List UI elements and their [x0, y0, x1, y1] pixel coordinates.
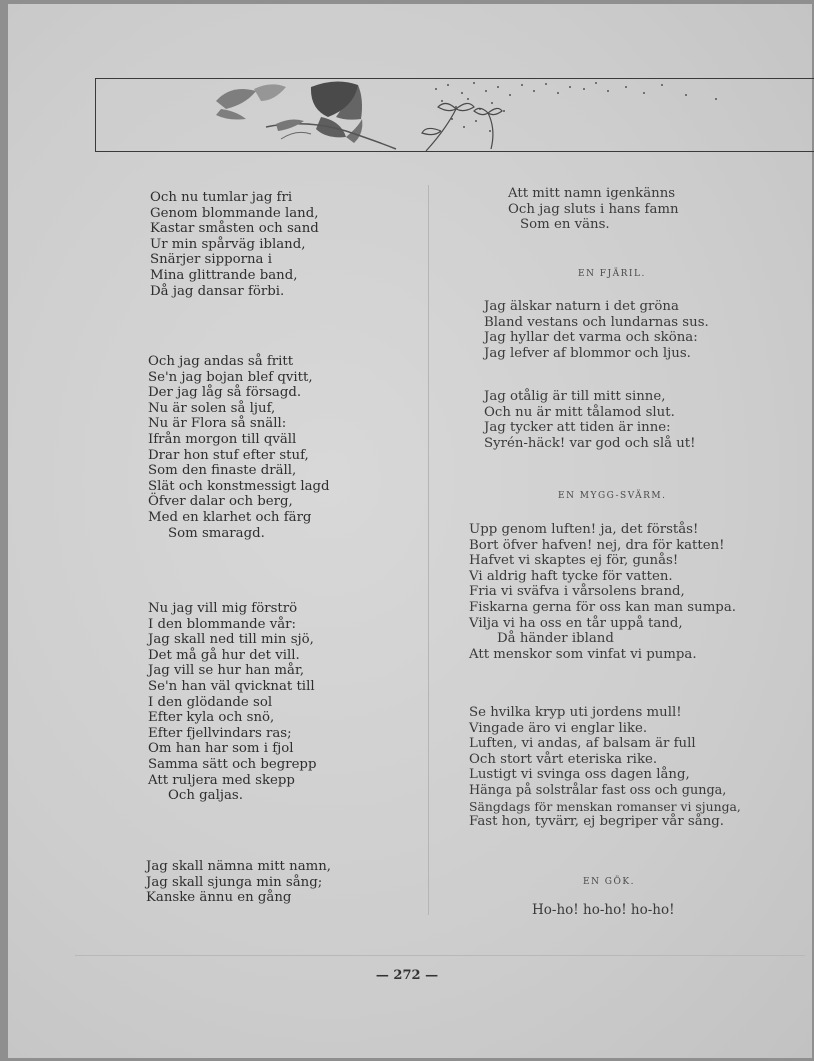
verse-line: Sängdags för menskan romanser vi sjunga,: [469, 798, 741, 814]
verse-line: Syrén-häck! var god och slå ut!: [484, 435, 696, 451]
verse-line: Jag lefver af blommor och ljus.: [484, 345, 691, 361]
fjaril-stanza-1: [484, 299, 709, 361]
verse-line: Mina glittrande band,: [150, 267, 298, 283]
column-divider: [428, 185, 429, 915]
verse-line: Upp genom luften! ja, det förstås!: [469, 522, 699, 537]
verse-line: Lustigt vi svinga oss dagen lång,: [469, 767, 690, 783]
page-number: — 272 —: [375, 968, 439, 983]
verse-line: Fast hon, tyvärr, ej begriper vår sång.: [469, 814, 724, 830]
verse-line: Nu jag vill mig förströ: [148, 601, 298, 616]
verse-line: Som en väns.: [520, 217, 610, 233]
verse-line: Som smaragd.: [168, 525, 265, 541]
right-stanza-1: [508, 186, 679, 233]
verse-line: Efter fjellvindars ras;: [148, 725, 292, 741]
verse-line: Fria vi sväfva i vårsolens brand,: [469, 584, 685, 600]
verse-line: Nu är solen så ljuf,: [148, 400, 276, 416]
page-divider: [75, 955, 805, 956]
decorative-banner: [95, 78, 814, 152]
fjaril-stanza-2: [484, 389, 695, 451]
verse-line: Och jag andas så fritt: [148, 354, 294, 369]
verse-line: Efter kyla och snö,: [148, 710, 275, 726]
verse-line: Och jag sluts i hans famn: [508, 201, 679, 217]
left-stanza-2: [148, 354, 330, 541]
verse-line: Drar hon stuf efter stuf,: [148, 447, 309, 463]
verse-line: Då jag dansar förbi.: [150, 283, 285, 299]
verse-line: Se hvilka kryp uti jordens mull!: [469, 705, 682, 720]
heading-en-mygg-svarm: EN MYGG-SVÄRM.: [558, 491, 667, 501]
verse-line: Ifrån morgon till qväll: [148, 431, 297, 447]
mygg-stanza-1: [469, 522, 736, 662]
verse-line: Se'n jag bojan blef qvitt,: [148, 369, 313, 385]
verse-line: Jag skall sjunga min sång;: [146, 874, 323, 890]
verse-line: Snärjer sipporna i: [150, 252, 272, 268]
verse-line: Jag hyllar det varma och sköna:: [484, 330, 698, 346]
verse-line: Det må gå hur det vill.: [148, 647, 300, 663]
verse-line: Med en klarhet och färg: [148, 509, 312, 525]
verse-line: Slät och konstmessigt lagd: [148, 478, 330, 494]
verse-line: Jag skall nämna mitt namn,: [146, 859, 332, 874]
mygg-stanza-2: [469, 705, 741, 830]
verse-line: Och nu är mitt tålamod slut.: [484, 404, 675, 420]
left-stanza-1: [150, 190, 319, 299]
verse-line: Vingade äro vi englar like.: [469, 720, 648, 736]
verse-line: Der jag låg så försagd.: [148, 385, 302, 401]
verse-line: Och stort vårt eteriska rike.: [469, 751, 658, 767]
verse-line: Jag älskar naturn i det gröna: [484, 299, 679, 314]
verse-line: Hafvet vi skaptes ej för, gunås!: [469, 553, 679, 569]
left-stanza-4: [146, 859, 331, 906]
verse-line: Ur min spårväg ibland,: [150, 236, 306, 252]
verse-line: Kastar småsten och sand: [150, 221, 319, 237]
verse-line: Samma sätt och begrepp: [148, 756, 317, 772]
verse-line: Bland vestans och lundarnas sus.: [484, 314, 709, 330]
verse-line: Och nu tumlar jag fri: [150, 190, 293, 205]
verse-line: Om han har som i fjol: [148, 741, 294, 757]
verse-line: Att ruljera med skepp: [148, 772, 295, 788]
left-stanza-3: [148, 601, 316, 804]
verse-line: Jag vill se hur han mår,: [148, 663, 305, 679]
verse-line: Öfver dalar och berg,: [148, 494, 293, 510]
heading-en-fjaril: EN FJÄRIL.: [578, 269, 646, 279]
verse-line: Att menskor som vinfat vi pumpa.: [469, 646, 697, 662]
verse-line: Som den finaste dräll,: [148, 463, 297, 479]
butterfly-illustration: [96, 79, 814, 153]
verse-line: Luften, vi andas, af balsam är full: [469, 736, 696, 752]
verse-line: Jag skall ned till min sjö,: [148, 632, 314, 648]
heading-en-gok: EN GÖK.: [583, 877, 635, 887]
verse-line: Bort öfver hafven! nej, dra för katten!: [469, 537, 725, 553]
gok-line: Ho-ho! ho-ho! ho-ho!: [532, 902, 675, 918]
verse-line: Jag otålig är till mitt sinne,: [484, 389, 666, 404]
verse-line: Hänga på solstrålar fast oss och gunga,: [469, 782, 727, 798]
verse-line: Då händer ibland: [497, 631, 614, 647]
verse-line: Och galjas.: [168, 788, 243, 804]
verse-line: Nu är Flora så snäll:: [148, 416, 287, 432]
verse-line: Se'n han väl qvicknat till: [148, 678, 315, 694]
verse-line: Kanske ännu en gång: [146, 890, 292, 906]
verse-line: I den glödande sol: [148, 694, 273, 710]
verse-line: Jag tycker att tiden är inne:: [484, 420, 671, 436]
verse-line: Fiskarna gerna för oss kan man sumpa.: [469, 599, 736, 615]
verse-line: Vilja vi ha oss en tår uppå tand,: [469, 615, 683, 631]
verse-line: Att mitt namn igenkänns: [508, 186, 676, 201]
verse-line: Genom blommande land,: [150, 205, 319, 221]
verse-line: I den blommande vår:: [148, 616, 297, 632]
verse-line: Vi aldrig haft tycke för vatten.: [469, 568, 673, 584]
